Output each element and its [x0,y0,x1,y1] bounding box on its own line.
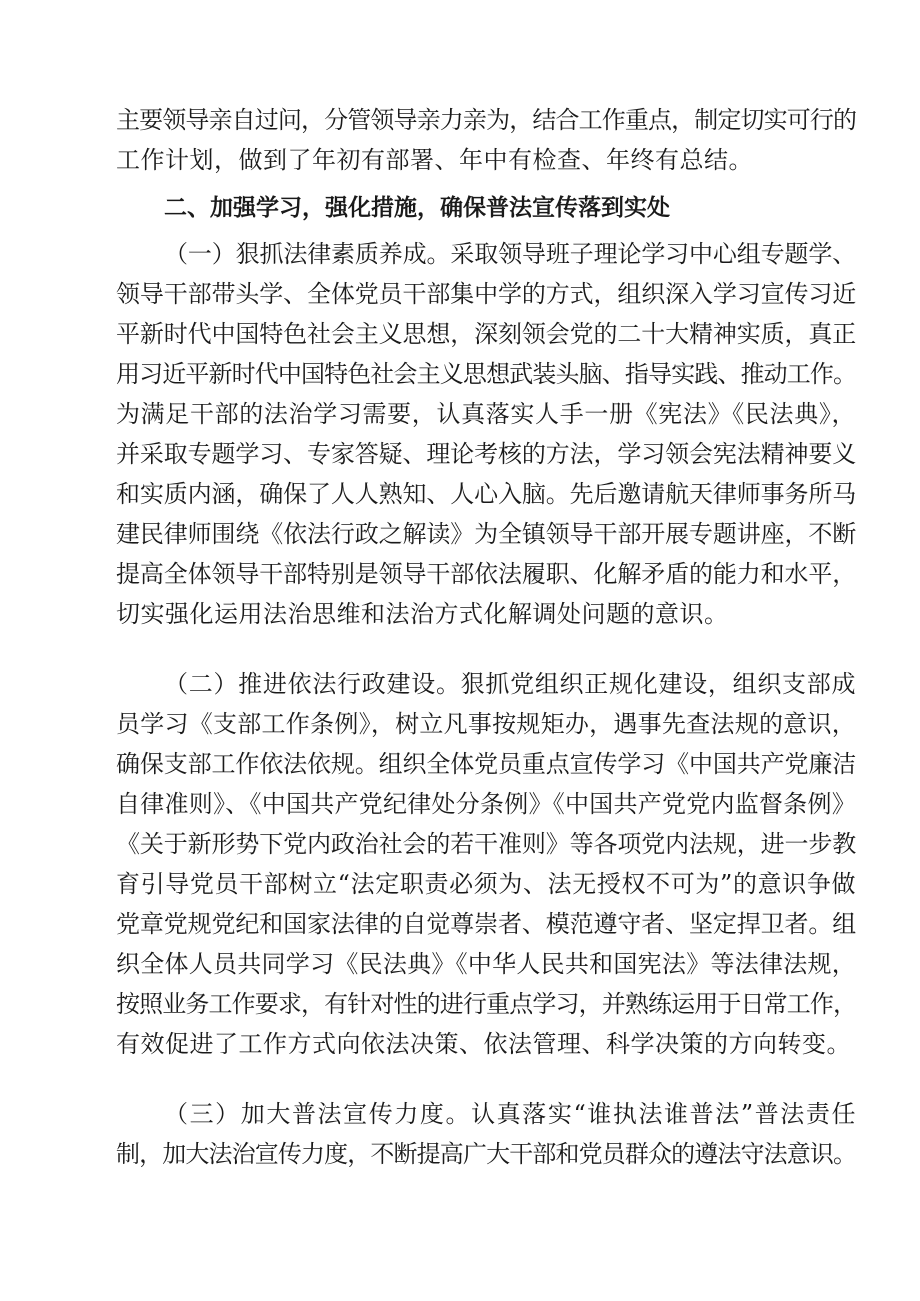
text-line: 切实强化运用法治思维和法治方式化解调处问题的意识。 [116,600,729,628]
text-line: 自律准则》、《中国共产党纪律处分条例》《中国共产党党内监督条例》 [116,790,856,818]
section-heading-block [164,188,856,228]
paragraph-intro [116,100,856,180]
paragraph-3 [116,1094,856,1174]
paragraph-1 [116,234,856,634]
text-line: 有效促进了工作方式向依法决策、依法管理、科学决策的方向转变。 [116,1030,851,1058]
text-line: 平新时代中国特色社会主义思想，深刻领会党的二十大精神实质，真正 [116,320,856,348]
text-line: 主要领导亲自过问，分管领导亲力亲为，结合工作重点，制定切实可行的 [116,106,856,134]
text-line: 为满足干部的法治学习需要，认真落实人手一册《宪法》《民法典》， [116,400,856,428]
text-line: 建民律师围绕《依法行政之解读》为全镇领导干部开展专题讲座，不断 [116,520,856,548]
text-line: 育引导党员干部树立“法定职责必须为、法无授权不可为”的意识争做 [116,870,856,898]
text-line: 用习近平新时代中国特色社会主义思想武装头脑、指导实践、推动工作。 [116,360,856,388]
text-line: 提高全体领导干部特别是领导干部依法履职、化解矛盾的能力和水平， [116,560,856,588]
text-line: 制，加大法治宣传力度，不断提高广大干部和党员群众的遵法守法意识。 [116,1140,856,1168]
text-line: 工作计划，做到了年初有部署、年中有检查、年终有总结。 [116,146,753,174]
text-line: （三）加大普法宣传力度。认真落实“谁执法谁普法”普法责任 [164,1100,856,1128]
text-line: 和实质内涵，确保了人人熟知、人心入脑。先后邀请航天律师事务所马 [116,480,856,508]
text-line: （一）狠抓法律素质养成。采取领导班子理论学习中心组专题学、 [164,240,856,268]
text-line: 按照业务工作要求，有针对性的进行重点学习，并熟练运用于日常工作， [116,990,856,1018]
paragraph-2 [116,664,856,1064]
text-line: 《关于新形势下党内政治社会的若干准则》等各项党内法规，进一步教 [116,830,856,858]
text-line: （二）推进依法行政建设。狠抓党组织正规化建设，组织支部成 [164,670,856,698]
text-line: 员学习《支部工作条例》，树立凡事按规矩办，遇事先查法规的意识， [116,710,856,738]
text-line: 并采取专题学习、专家答疑、理论考核的方法，学习领会宪法精神要义 [116,440,856,468]
text-line: 织全体人员共同学习《民法典》《中华人民共和国宪法》等法律法规， [116,950,856,978]
text-line: 确保支部工作依法依规。组织全体党员重点宣传学习《中国共产党廉洁 [116,750,856,778]
text-line: 领导干部带头学、全体党员干部集中学的方式，组织深入学习宣传习近 [116,280,856,308]
section-heading: 二、加强学习，强化措施，确保普法宣传落到实处 [164,195,670,221]
text-line: 党章党规党纪和国家法律的自觉尊崇者、模范遵守者、坚定捍卫者。组 [116,910,856,938]
